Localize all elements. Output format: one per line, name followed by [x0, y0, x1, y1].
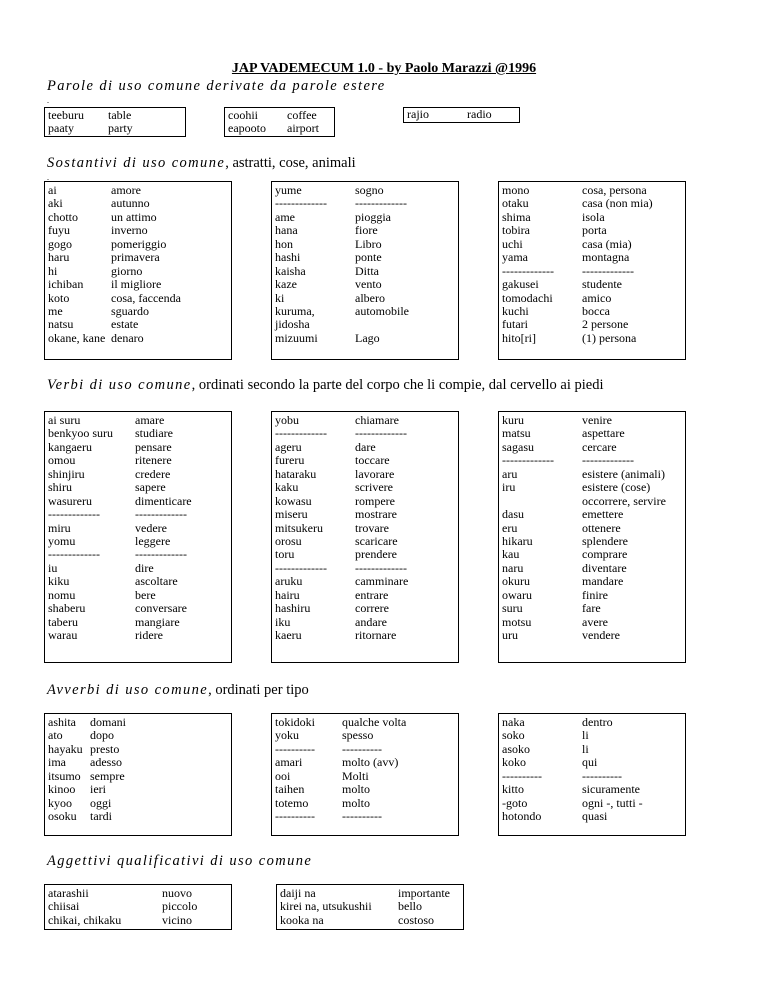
japanese-word: kuru	[502, 413, 524, 427]
italian-word: andare	[355, 614, 387, 629]
italian-word: inverno	[111, 223, 148, 238]
japanese-word: sagasu	[502, 439, 534, 454]
italian-word: leggere	[135, 533, 171, 548]
italian-word: airport	[287, 121, 319, 136]
japanese-word: hashi	[275, 250, 301, 265]
japanese-word: aki	[48, 196, 63, 211]
japanese-word: totemo	[275, 795, 309, 810]
word-box-verbs-3	[498, 411, 686, 663]
japanese-word: ai	[48, 183, 57, 197]
separator: -------------	[135, 507, 187, 522]
word-box-nouns-1	[44, 181, 232, 360]
separator: -------------	[135, 547, 187, 562]
bullet-mark: .	[47, 96, 49, 105]
italian-word: sicuramente	[582, 782, 640, 797]
japanese-word: owaru	[502, 587, 532, 602]
italian-word: chiamare	[355, 413, 399, 427]
separator: ----------	[502, 768, 542, 783]
separator: -------------	[502, 453, 554, 468]
italian-word: (1) persona	[582, 330, 637, 345]
japanese-word: miru	[48, 520, 71, 535]
italian-word: Libro	[355, 236, 382, 251]
italian-word: lavorare	[355, 466, 395, 481]
separator: ----------	[342, 741, 382, 756]
separator: ----------	[275, 809, 315, 824]
italian-word: presto	[90, 741, 120, 756]
italian-word: finire	[582, 587, 608, 602]
japanese-word: ichiban	[48, 277, 84, 292]
japanese-word: kaku	[275, 480, 299, 495]
separator: -------------	[48, 547, 100, 562]
italian-word: splendere	[582, 533, 628, 548]
japanese-word: kinoo	[48, 782, 76, 797]
japanese-word: yobu	[275, 413, 299, 427]
italian-word: un attimo	[111, 209, 157, 224]
italian-word: dopo	[90, 728, 114, 743]
italian-word: Lago	[355, 330, 380, 345]
italian-word: occorrere, servire	[582, 493, 666, 508]
japanese-word: naka	[502, 715, 525, 729]
japanese-word: matsu	[502, 426, 531, 441]
separator: -------------	[582, 453, 634, 468]
separator: -------------	[355, 560, 407, 575]
italian-word: bere	[135, 587, 156, 602]
separator: -------------	[275, 560, 327, 575]
japanese-word: hikaru	[502, 533, 533, 548]
italian-word: ridere	[135, 628, 163, 642]
japanese-word: asoko	[502, 741, 530, 756]
japanese-column	[407, 108, 429, 121]
italian-word: studente	[582, 277, 622, 292]
italian-word: mandare	[582, 574, 624, 589]
italian-column	[582, 414, 666, 642]
japanese-word: kau	[502, 547, 520, 562]
japanese-word: eru	[502, 520, 518, 535]
japanese-word: toru	[275, 547, 295, 562]
italian-word: comprare	[582, 547, 628, 562]
italian-word: amare	[135, 413, 165, 427]
japanese-word: motsu	[502, 614, 532, 629]
japanese-word: rajio	[407, 107, 429, 121]
japanese-word: gakusei	[502, 277, 539, 292]
japanese-word: taberu	[48, 614, 78, 629]
italian-word: autunno	[111, 196, 150, 211]
japanese-word: coohii	[228, 108, 258, 122]
italian-column	[467, 108, 492, 121]
separator: -------------	[48, 507, 100, 522]
japanese-word: itsumo	[48, 768, 81, 783]
italian-word: vedere	[135, 520, 167, 535]
japanese-word: hataraku	[275, 466, 317, 481]
word-box-adverbs-1	[44, 713, 232, 836]
italian-word: prendere	[355, 547, 397, 562]
japanese-word: kooka na	[280, 912, 324, 927]
italian-word: ieri	[90, 782, 106, 797]
japanese-word: orosu	[275, 533, 302, 548]
italian-word: domani	[90, 715, 126, 729]
italian-word: oggi	[90, 795, 112, 810]
word-box-verbs-1	[44, 411, 232, 663]
japanese-word: fuyu	[48, 223, 70, 238]
japanese-word: futari	[502, 317, 528, 332]
japanese-word: kaeru	[275, 628, 302, 642]
word-box-foreign-3	[403, 107, 520, 123]
italian-word: isola	[582, 209, 605, 224]
separator: -------------	[275, 426, 327, 441]
italian-word: primavera	[111, 250, 160, 265]
japanese-word: miseru	[275, 507, 308, 522]
italian-word: mangiare	[135, 614, 180, 629]
japanese-word: hayaku	[48, 741, 83, 756]
japanese-word: chotto	[48, 209, 78, 224]
japanese-word: okane, kane	[48, 330, 106, 345]
japanese-word: omou	[48, 453, 76, 468]
japanese-column	[502, 184, 554, 345]
japanese-word: daiji na	[280, 886, 316, 900]
italian-word: costoso	[398, 912, 434, 927]
italian-word: ritornare	[355, 628, 397, 642]
italian-word: dimenticare	[135, 493, 192, 508]
japanese-word: hon	[275, 236, 293, 251]
separator: -------------	[502, 263, 554, 278]
italian-column	[111, 184, 181, 345]
japanese-word: yomu	[48, 533, 76, 548]
italian-column	[108, 109, 133, 136]
italian-word: vento	[355, 277, 382, 292]
japanese-word: kaze	[275, 277, 297, 292]
japanese-word: warau	[48, 628, 78, 642]
japanese-word: chiisai	[48, 899, 80, 914]
word-box-foreign-1	[44, 107, 186, 137]
japanese-word: yume	[275, 183, 302, 197]
japanese-word: shaberu	[48, 601, 86, 616]
italian-word: venire	[582, 413, 612, 427]
italian-word: trovare	[355, 520, 389, 535]
italian-word: estate	[111, 317, 139, 332]
italian-word: sempre	[90, 768, 125, 783]
italian-word: qui	[582, 755, 598, 770]
japanese-word: kitto	[502, 782, 525, 797]
bullet-mark: .	[47, 173, 49, 182]
separator: ----------	[342, 809, 382, 824]
japanese-word: yama	[502, 250, 528, 265]
japanese-word: -goto	[502, 795, 528, 810]
japanese-word: koko	[502, 755, 526, 770]
japanese-word: iru	[502, 480, 516, 495]
japanese-word: ima	[48, 755, 66, 770]
japanese-column	[228, 109, 266, 136]
word-box-adjectives-2	[276, 884, 464, 930]
italian-word: bocca	[582, 303, 610, 318]
japanese-word: mitsukeru	[275, 520, 323, 535]
japanese-word: eapooto	[228, 121, 266, 136]
japanese-word: hito[ri]	[502, 330, 536, 345]
italian-word: montagna	[582, 250, 630, 265]
japanese-word: kowasu	[275, 493, 312, 508]
italian-word: ogni -, tutti -	[582, 795, 643, 810]
japanese-word: soko	[502, 728, 525, 743]
japanese-word: nomu	[48, 587, 76, 602]
italian-word: coffee	[287, 108, 317, 122]
word-box-verbs-2	[271, 411, 459, 663]
italian-word: li	[582, 728, 589, 743]
japanese-word: teeburu	[48, 108, 84, 122]
japanese-word: suru	[502, 601, 523, 616]
italian-word: fiore	[355, 223, 378, 238]
japanese-word: aruku	[275, 574, 303, 589]
japanese-word: ato	[48, 728, 63, 743]
japanese-word: yoku	[275, 728, 299, 743]
japanese-word: kirei na, utsukushii	[280, 899, 372, 914]
separator: -------------	[275, 196, 327, 211]
japanese-word: ooi	[275, 768, 291, 783]
separator: ----------	[582, 768, 622, 783]
japanese-word: osoku	[48, 809, 77, 824]
italian-word: bello	[398, 899, 422, 914]
italian-word: mostrare	[355, 507, 397, 522]
japanese-word: haru	[48, 250, 70, 265]
section-heading-adjectives: Aggettivi qualificativi di uso comune	[47, 853, 313, 869]
italian-word: cosa, persona	[582, 183, 647, 197]
italian-word: albero	[355, 290, 385, 305]
japanese-word: ame	[275, 209, 295, 224]
japanese-word: taihen	[275, 782, 305, 797]
japanese-column	[48, 414, 113, 642]
italian-word: pensare	[135, 439, 172, 454]
section-heading-nouns: Sostantivi di uso comune, astratti, cose, animali	[47, 155, 356, 171]
italian-word: avere	[582, 614, 608, 629]
italian-word: esistere (animali)	[582, 466, 665, 481]
italian-word: studiare	[135, 426, 173, 441]
italian-word: pioggia	[355, 209, 391, 224]
japanese-word: paaty	[48, 121, 74, 136]
word-box-adverbs-2	[271, 713, 459, 836]
italian-word: Molti	[342, 768, 369, 783]
italian-word: giorno	[111, 263, 143, 278]
italian-word: sapere	[135, 480, 166, 495]
italian-word: dire	[135, 560, 154, 575]
japanese-word: ki	[275, 290, 285, 305]
japanese-word: gogo	[48, 236, 72, 251]
japanese-word: amari	[275, 755, 303, 770]
japanese-column	[275, 184, 327, 345]
italian-word: pomeriggio	[111, 236, 167, 251]
japanese-word: iku	[275, 614, 291, 629]
separator: ----------	[275, 741, 315, 756]
japanese-word: atarashii	[48, 886, 89, 900]
italian-column	[342, 716, 406, 824]
italian-word: conversare	[135, 601, 187, 616]
separator: -------------	[355, 196, 407, 211]
japanese-word: kiku	[48, 574, 70, 589]
italian-column	[355, 184, 409, 345]
italian-word: porta	[582, 223, 607, 238]
japanese-column	[502, 716, 542, 824]
japanese-column	[275, 414, 327, 642]
section-heading-foreign-words: Parole di uso comune derivate da parole estere	[47, 78, 386, 94]
italian-column	[287, 109, 319, 136]
japanese-word: kangaeru	[48, 439, 92, 454]
word-box-nouns-2	[271, 181, 459, 360]
japanese-word: mono	[502, 183, 530, 197]
italian-word: ottenere	[582, 520, 621, 535]
japanese-word: tokidoki	[275, 715, 316, 729]
italian-word: esistere (cose)	[582, 480, 651, 495]
italian-word: importante	[398, 886, 450, 900]
italian-column	[355, 414, 408, 642]
italian-word: dentro	[582, 715, 613, 729]
italian-word: denaro	[111, 330, 144, 345]
japanese-column	[502, 414, 554, 642]
japanese-word: koto	[48, 290, 70, 305]
japanese-word: shiru	[48, 480, 72, 495]
italian-column	[162, 887, 197, 927]
italian-word: correre	[355, 601, 389, 616]
japanese-word: aru	[502, 466, 518, 481]
japanese-column	[48, 109, 84, 136]
japanese-word: kuruma,	[275, 303, 315, 318]
italian-word: camminare	[355, 574, 409, 589]
italian-word: piccolo	[162, 899, 198, 914]
japanese-word: ageru	[275, 439, 302, 454]
italian-word: tardi	[90, 809, 112, 824]
italian-word: rompere	[355, 493, 395, 508]
separator: -------------	[582, 263, 634, 278]
italian-word: amico	[582, 290, 612, 305]
japanese-word: kyoo	[48, 795, 72, 810]
italian-word: adesso	[90, 755, 122, 770]
japanese-word: iu	[48, 560, 58, 575]
italian-word: ritenere	[135, 453, 172, 468]
japanese-word: mizuumi	[275, 330, 318, 345]
section-heading-adverbs: Avverbi di uso comune, ordinati per tipo	[47, 682, 309, 698]
japanese-word	[502, 495, 554, 508]
japanese-word: kaisha	[275, 263, 306, 278]
italian-word: casa (non mia)	[582, 196, 653, 211]
japanese-word: okuru	[502, 574, 530, 589]
japanese-word: shima	[502, 209, 531, 224]
italian-word: diventare	[582, 560, 627, 575]
italian-column	[582, 184, 653, 345]
italian-word: quasi	[582, 809, 608, 824]
italian-word: aspettare	[582, 426, 625, 441]
italian-word: molto	[342, 782, 371, 797]
japanese-word: ai suru	[48, 413, 81, 427]
japanese-word: benkyoo suru	[48, 426, 113, 441]
italian-word: table	[108, 108, 132, 122]
japanese-word: wasureru	[48, 493, 92, 508]
japanese-word: jidosha	[275, 317, 310, 332]
italian-word: dare	[355, 439, 376, 454]
japanese-word: chikai, chikaku	[48, 912, 122, 927]
italian-word: fare	[582, 601, 601, 616]
italian-word: casa (mia)	[582, 236, 632, 251]
italian-word: li	[582, 741, 589, 756]
italian-word: molto	[342, 795, 371, 810]
japanese-word: dasu	[502, 507, 524, 522]
japanese-column	[48, 184, 105, 345]
italian-word: sguardo	[111, 303, 149, 318]
italian-word: spesso	[342, 728, 374, 743]
italian-word: vendere	[582, 628, 620, 642]
italian-column	[582, 716, 643, 824]
italian-word	[355, 318, 409, 331]
italian-word: ponte	[355, 250, 382, 265]
word-box-adverbs-3	[498, 713, 686, 836]
italian-word: 2 persone	[582, 317, 629, 332]
italian-word: sogno	[355, 183, 384, 197]
japanese-word: hairu	[275, 587, 300, 602]
japanese-word: hi	[48, 263, 58, 278]
japanese-word: otaku	[502, 196, 529, 211]
italian-word: qualche volta	[342, 715, 407, 729]
italian-word: party	[108, 121, 133, 136]
italian-word: emettere	[582, 507, 624, 522]
italian-word: Ditta	[355, 263, 379, 278]
italian-word: toccare	[355, 453, 390, 468]
japanese-word: hotondo	[502, 809, 542, 824]
italian-word: cercare	[582, 439, 617, 454]
italian-column	[135, 414, 192, 642]
word-box-adjectives-1	[44, 884, 232, 930]
italian-word: nuovo	[162, 886, 192, 900]
japanese-word: shinjiru	[48, 466, 85, 481]
italian-word: scrivere	[355, 480, 393, 495]
japanese-column	[48, 887, 121, 927]
japanese-word: uru	[502, 628, 518, 642]
japanese-word: tomodachi	[502, 290, 553, 305]
word-box-nouns-3	[498, 181, 686, 360]
italian-word: il migliore	[111, 277, 162, 292]
japanese-word: uchi	[502, 236, 523, 251]
italian-word: radio	[467, 107, 492, 121]
section-heading-verbs: Verbi di uso comune, ordinati secondo la parte del corpo che li compie, dal cervello ai piedi	[47, 377, 604, 393]
japanese-word: natsu	[48, 317, 74, 332]
separator: -------------	[355, 426, 407, 441]
japanese-word: hana	[275, 223, 298, 238]
page-title: JAP VADEMECUM 1.0 - by Paolo Marazzi @1996	[231, 61, 537, 76]
italian-word: amore	[111, 183, 141, 197]
japanese-word: me	[48, 303, 63, 318]
japanese-word: hashiru	[275, 601, 311, 616]
italian-word: vicino	[162, 912, 192, 927]
italian-word: cosa, faccenda	[111, 290, 181, 305]
italian-word: ascoltare	[135, 574, 178, 589]
japanese-word: kuchi	[502, 303, 529, 318]
japanese-word: fureru	[275, 453, 305, 468]
italian-word: scaricare	[355, 533, 398, 548]
japanese-column	[275, 716, 315, 824]
japanese-word: tobira	[502, 223, 530, 238]
italian-column	[90, 716, 126, 824]
italian-word: molto (avv)	[342, 755, 399, 770]
italian-word: automobile	[355, 303, 409, 318]
japanese-column	[48, 716, 83, 824]
japanese-word: ashita	[48, 715, 76, 729]
japanese-word: naru	[502, 560, 524, 575]
word-box-foreign-2	[224, 107, 335, 137]
italian-column	[398, 887, 450, 927]
italian-word: entrare	[355, 587, 389, 602]
italian-word: credere	[135, 466, 171, 481]
japanese-column	[280, 887, 372, 927]
